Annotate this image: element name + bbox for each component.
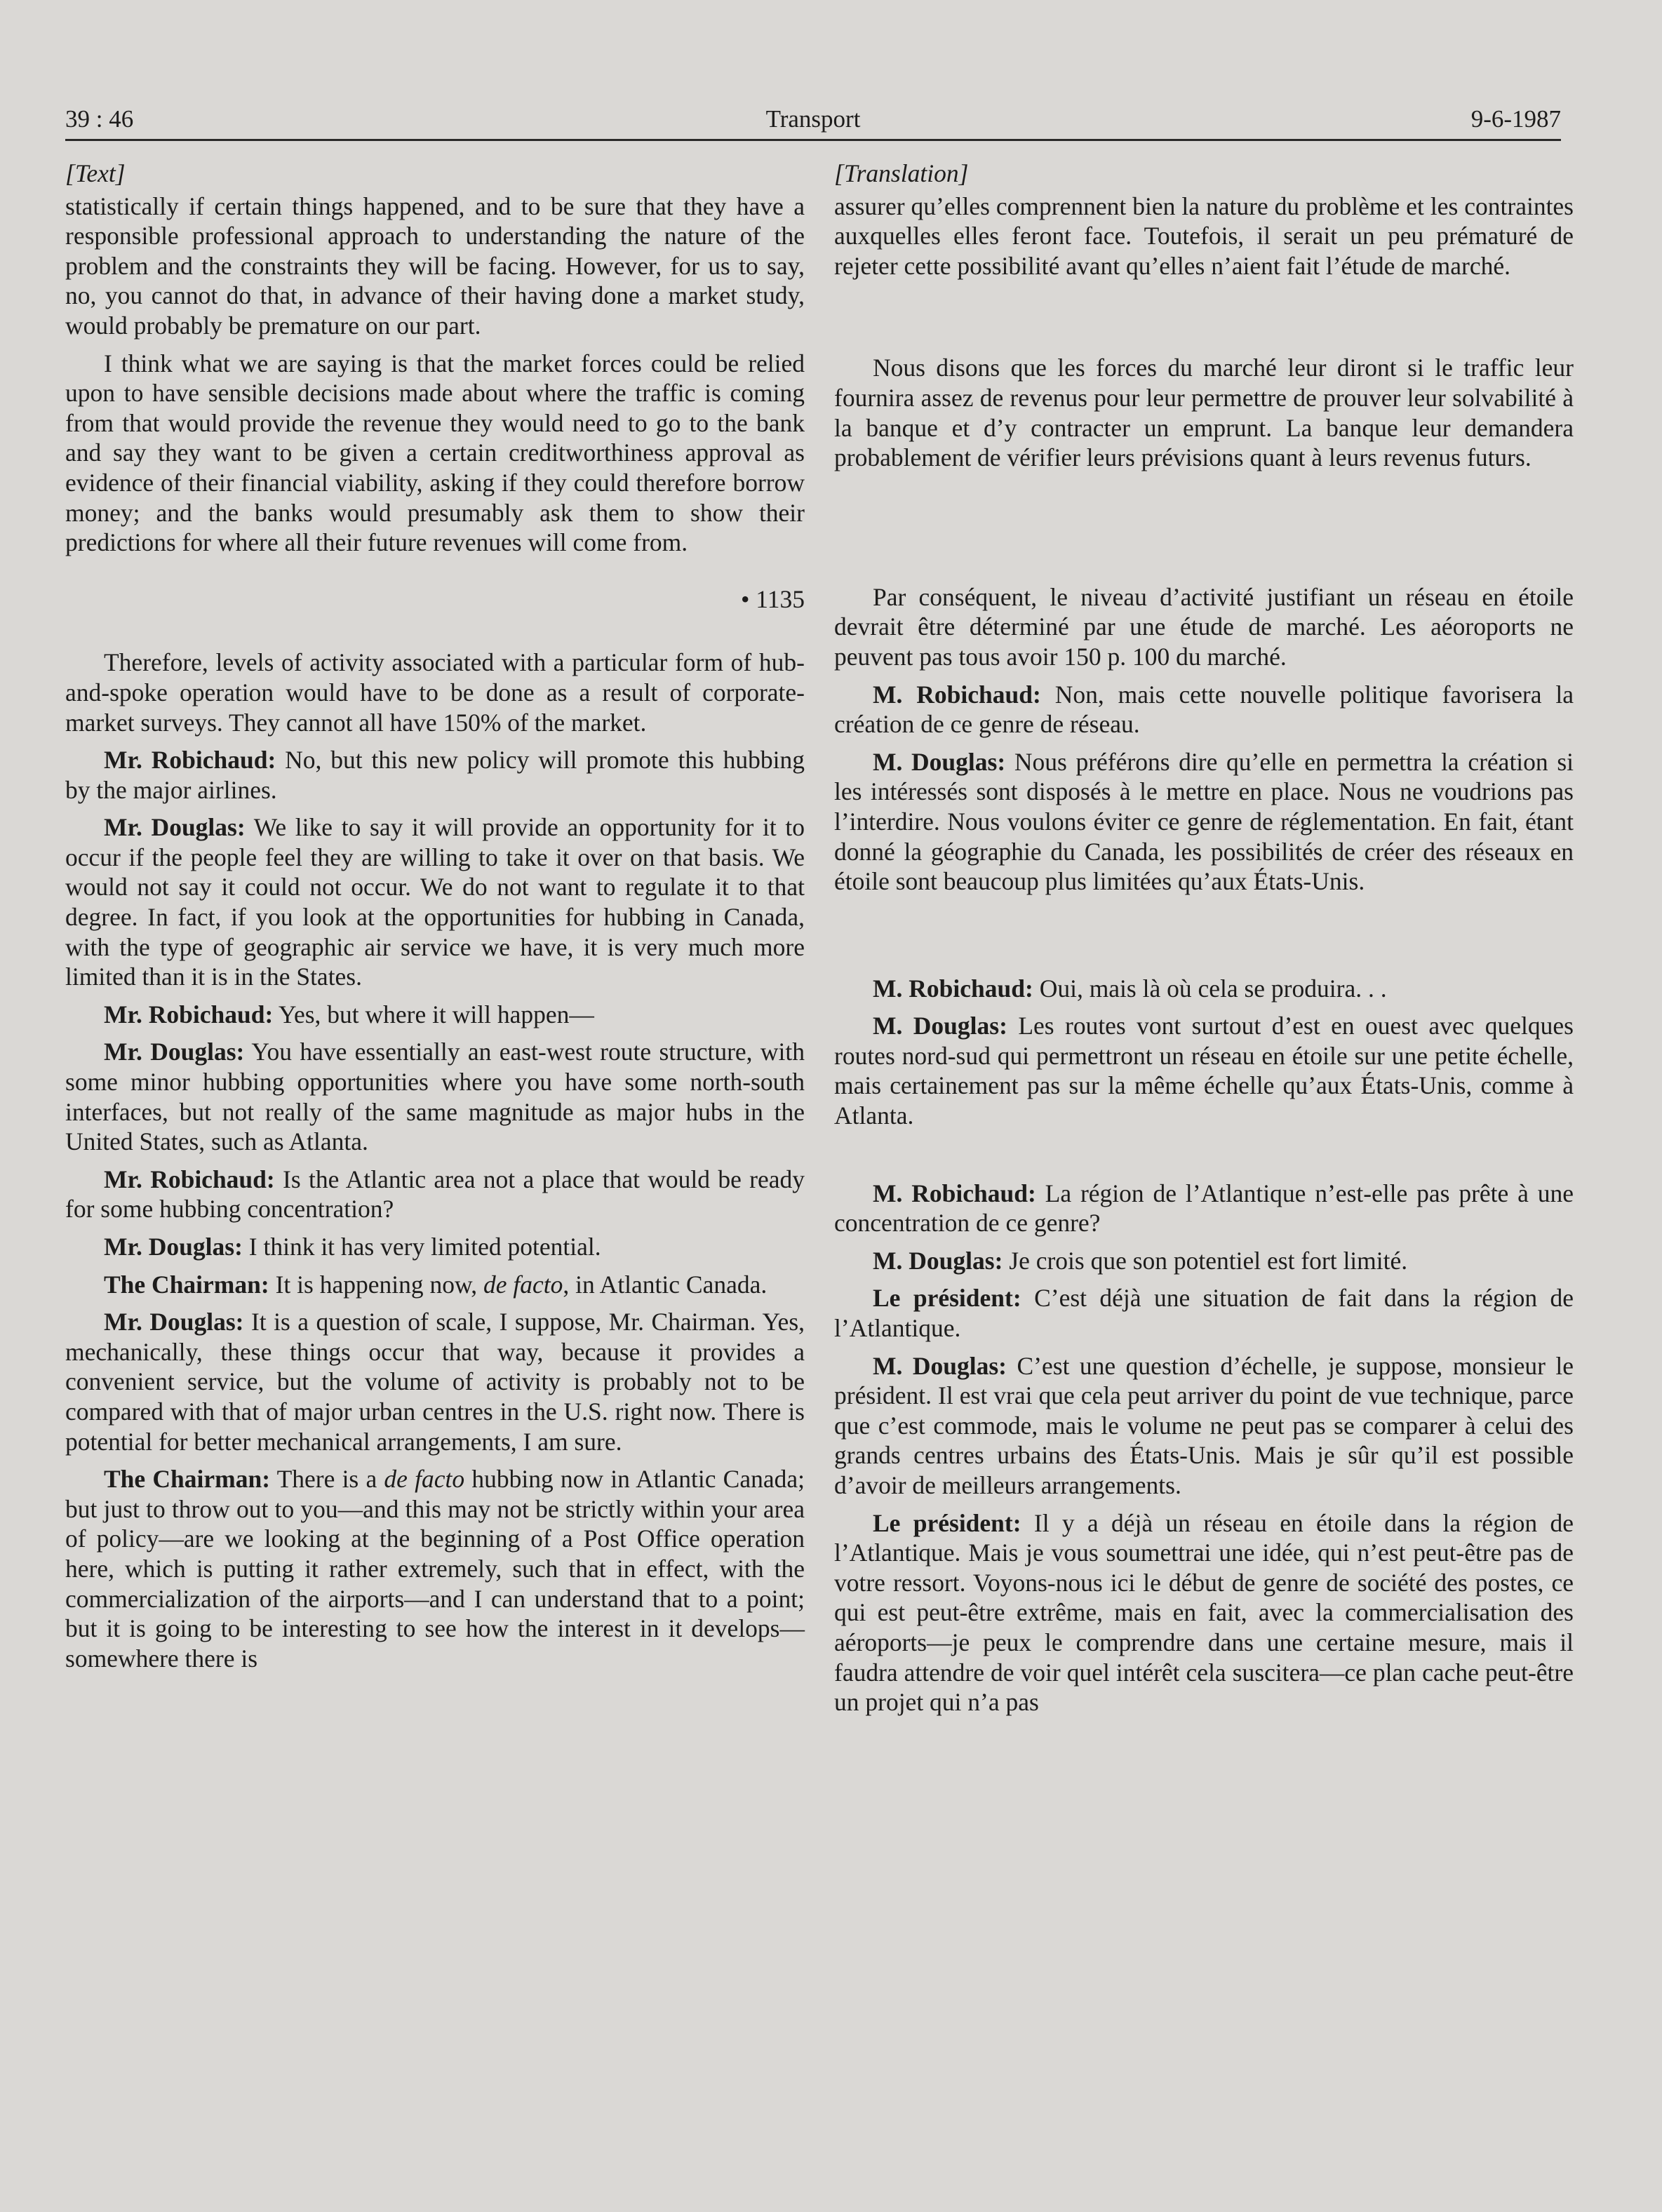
speech: M. Douglas: Je crois que son potentiel est fort limité. (873, 1246, 1408, 1275)
spacer (834, 473, 1574, 582)
speech: The Chairman: It is happening now, de facto, in Atlantic Canada. (104, 1270, 768, 1299)
speaker: Mr. Douglas: (104, 1233, 243, 1261)
speaker: Le président: (873, 1508, 1021, 1537)
french-column (834, 159, 1574, 1717)
speaker: The Chairman: (104, 1270, 269, 1299)
speech: Mr. Douglas: We like to say it will provide an opportunity for it to occur if the people feel they are willing to take it over on that basis. We would not say it could not occur. We do not want to regulate it to that degree. In fact, if you look at the opportunities for hubbing in Canada, with the type of geographic air service we have, it is very much more limited than it is in the States. (65, 813, 805, 991)
speaker: Mr. Douglas: (104, 813, 246, 842)
speech: Mr. Robichaud: No, but this new policy will promote this hubbing by the major airlines. (65, 746, 805, 804)
page-header (65, 104, 1561, 141)
speech: Mr. Douglas: You have essentially an east-west route structure, with some minor hubbing opportunities where you have some north-south interfaces, but not really of the same magnitude as major hubs in the United States, such as Atlanta. (65, 1038, 805, 1156)
speech: M. Robichaud: Non, mais cette nouvelle politique favorisera la création de ce genre de réseau. (834, 680, 1574, 739)
column-label: [Translation] (834, 159, 969, 187)
speech: Le président: Il y a déjà un réseau en étoile dans la région de l’Atlantique. Mais je vous soumettrai une idée, qui n’est peut-être pas de votre ressort. Voyons-nous ici le début de genre de société des postes, ce qui est peut-être extrême, mais en fait, avec la commercialisation des aéroports—je peux le comprendre dans une certaine mesure, mais il faudra attendre de voir quel intérêt cela suscitera—ce plan cache peut-être un projet qui n’a pas (834, 1508, 1574, 1717)
spacer (834, 897, 1574, 974)
speech: The Chairman: There is a de facto hubbing now in Atlantic Canada; but just to throw out to you—and this may not be strictly within your area of policy—are we looking at the beginning of a Post Office operation here, which is putting it rather extremely, such that in effect, with the commercialization of the airports—and I can understand that to a point; but it is going to be interesting to see how the interest in it develops—somewhere there is (65, 1465, 805, 1673)
speech: M. Douglas: Nous préférons dire qu’elle en permettra la création si les intéressés sont disposés à le mettre en place. Nous ne voudrions pas l’interdire. Nous voulons éviter ce genre de réglementation. En fait, étant donné la géographie du Canada, les possibilités de créer des réseaux en étoile sont beaucoup plus limitées qu’aux États-Unis. (834, 747, 1574, 896)
speaker: M. Douglas: (873, 1012, 1007, 1040)
speech: M. Robichaud: La région de l’Atlantique n’est-elle pas prête à une concentration de ce genre? (834, 1179, 1574, 1238)
speaker: M. Robichaud: (873, 680, 1041, 709)
header-date: 9-6-1987 (1470, 105, 1561, 133)
spacer (834, 1131, 1574, 1179)
english-column (65, 159, 805, 1673)
speech: M. Robichaud: Oui, mais là où cela se produira. . . (873, 974, 1387, 1003)
speaker: M. Robichaud: (873, 1179, 1036, 1207)
paragraph: assurer qu’elles comprennent bien la nature du problème et les contraintes auxquelles elles feront face. Toutefois, il serait un peu prématuré de rejeter cette possibilité avant qu’elles n’aient fait l’étude de marché. (834, 192, 1574, 280)
speaker: Mr. Robichaud: (104, 746, 276, 775)
speaker: Mr. Douglas: (104, 1308, 244, 1336)
speech: Mr. Robichaud: Yes, but where it will happen— (104, 1000, 594, 1028)
speaker: Le président: (873, 1284, 1021, 1313)
column-label: [Text] (65, 159, 126, 187)
speech: M. Douglas: C’est une question d’échelle, je suppose, monsieur le président. Il est vrai que cela peut arriver du point de vue technique, parce que c’est commode, mais le volume ne peut pas se comparer à celui des grands centres urbains des États-Unis. Mais je sûr qu’il est possible d’avoir de meilleurs arrangements. (834, 1351, 1574, 1499)
speaker: The Chairman: (104, 1465, 271, 1494)
header-title: Transport (765, 105, 861, 133)
speaker: M. Douglas: (873, 1351, 1007, 1380)
paragraph: Therefore, levels of activity associated with a particular form of hub-and-spoke operation would have to be done as a result of corporate-market surveys. They cannot all have 150% of the market. (65, 648, 805, 737)
speaker: M. Douglas: (873, 747, 1006, 776)
speaker: Mr. Robichaud: (104, 1165, 275, 1193)
speaker: Mr. Robichaud: (104, 1000, 274, 1028)
speech: Mr. Robichaud: Is the Atlantic area not a place that would be ready for some hubbing concentration? (65, 1165, 805, 1224)
speaker: M. Robichaud: (873, 974, 1033, 1003)
timestamp: • 1135 (741, 584, 805, 613)
paragraph: Nous disons que les forces du marché leur diront si le traffic leur fournira assez de revenus pour leur permettre de prouver leur solvabilité à la banque et d’y contracter un emprunt. La banque leur demandera probablement de vérifier leurs prévisions quant à leurs revenus futurs. (834, 354, 1574, 472)
page-number: 39 : 46 (65, 105, 134, 133)
speaker: M. Douglas: (873, 1246, 1003, 1275)
speech: M. Douglas: Les routes vont surtout d’est en ouest avec quelques routes nord-sud qui permettront un réseau en étoile sur une petite échelle, mais certainement pas sur la même échelle qu’aux États-Unis, comme à Atlanta. (834, 1012, 1574, 1130)
speech: Mr. Douglas: I think it has very limited potential. (104, 1233, 601, 1261)
speech: Mr. Douglas: It is a question of scale, I suppose, Mr. Chairman. Yes, mechanically, these things occur that way, because it provides a convenient service, but the volume of activity is probably not to be compared with that of major urban centres in the U.S. right now. There is potential for better mechanical arrangements, I am sure. (65, 1308, 805, 1456)
paragraph: Par conséquent, le niveau d’activité justifiant un réseau en étoile devrait être déterminé par une étude de marché. Les aéoroports ne peuvent pas tous avoir 150 p. 100 du marché. (834, 582, 1574, 671)
speech: Le président: C’est déjà une situation de fait dans la région de l’Atlantique. (834, 1284, 1574, 1343)
speaker: Mr. Douglas: (104, 1038, 245, 1066)
spacer (834, 281, 1574, 353)
paragraph: statistically if certain things happened, and to be sure that they have a responsible professional approach to understanding the nature of the problem and the constraints they will be facing. However, for us to say, no, you cannot do that, in advance of their having done a market study, would probably be premature on our part. (65, 192, 805, 340)
paragraph: I think what we are saying is that the market forces could be relied upon to have sensible decisions made about where the traffic is coming from that would provide the revenue they would need to go to the bank and say they want to be given a certain creditworthiness approval as evidence of their financial viability, asking if they could therefore borrow money; and the banks would presumably ask them to show their predictions for where all their future revenues will come from. (65, 349, 805, 557)
